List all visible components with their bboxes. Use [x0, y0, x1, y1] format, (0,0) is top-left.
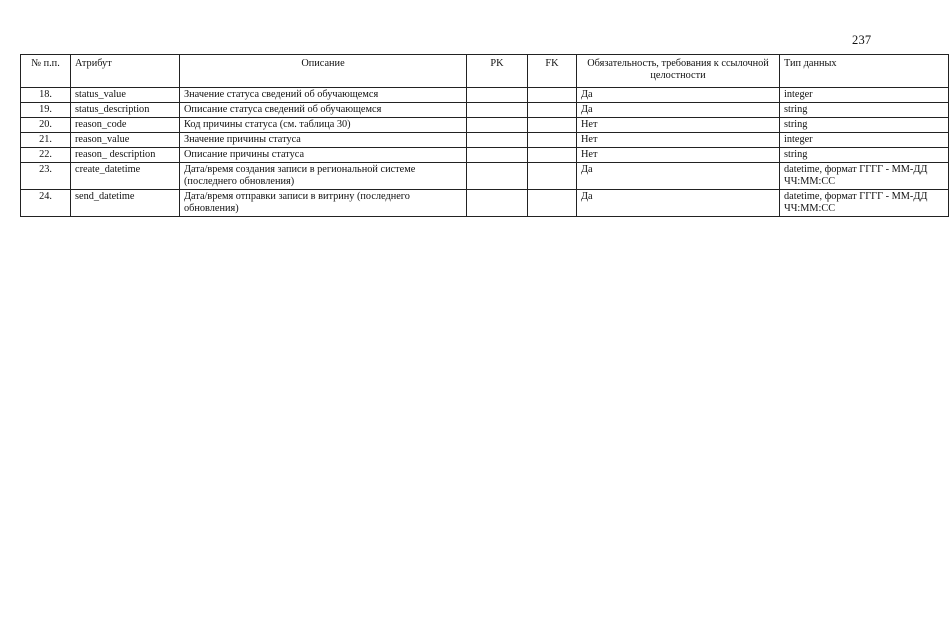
header-pk: PK	[467, 55, 528, 88]
cell-fk	[528, 103, 577, 118]
table-row	[21, 118, 949, 133]
cell-pk	[467, 163, 528, 190]
header-attribute: Атрибут	[71, 55, 180, 88]
cell-attribute: reason_ description	[71, 148, 180, 163]
cell-num: 20.	[21, 118, 71, 133]
cell-fk	[528, 133, 577, 148]
header-description: Описание	[180, 55, 467, 88]
cell-description: Дата/время отправки записи в витрину (последнего обновления)	[180, 190, 467, 217]
cell-pk	[467, 133, 528, 148]
attributes-table	[20, 54, 949, 217]
cell-num: 24.	[21, 190, 71, 217]
cell-description: Значение причины статуса	[180, 133, 467, 148]
cell-requirement: Нет	[577, 148, 780, 163]
cell-data-type: datetime, формат ГГГГ - ММ-ДД ЧЧ:ММ:СС	[780, 163, 949, 190]
table-row	[21, 190, 949, 217]
cell-data-type: integer	[780, 88, 949, 103]
page-number: 237	[852, 33, 872, 47]
cell-fk	[528, 88, 577, 103]
cell-num: 19.	[21, 103, 71, 118]
cell-data-type: integer	[780, 133, 949, 148]
cell-attribute: create_datetime	[71, 163, 180, 190]
cell-attribute: reason_value	[71, 133, 180, 148]
cell-pk	[467, 88, 528, 103]
cell-fk	[528, 190, 577, 217]
cell-requirement: Да	[577, 88, 780, 103]
cell-num: 21.	[21, 133, 71, 148]
cell-requirement: Да	[577, 103, 780, 118]
cell-pk	[467, 190, 528, 217]
cell-data-type: datetime, формат ГГГГ - ММ-ДД ЧЧ:ММ:СС	[780, 190, 949, 217]
cell-num: 22.	[21, 148, 71, 163]
table-body	[21, 88, 949, 217]
header-fk: FK	[528, 55, 577, 88]
cell-num: 18.	[21, 88, 71, 103]
cell-pk	[467, 148, 528, 163]
cell-pk	[467, 118, 528, 133]
cell-description: Значение статуса сведений об обучающемся	[180, 88, 467, 103]
cell-requirement: Нет	[577, 133, 780, 148]
cell-pk	[467, 103, 528, 118]
cell-requirement: Да	[577, 163, 780, 190]
cell-attribute: send_datetime	[71, 190, 180, 217]
table-row	[21, 133, 949, 148]
cell-attribute: status_value	[71, 88, 180, 103]
cell-data-type: string	[780, 118, 949, 133]
cell-num: 23.	[21, 163, 71, 190]
header-num: № п.п.	[21, 55, 71, 88]
cell-fk	[528, 163, 577, 190]
cell-fk	[528, 118, 577, 133]
cell-requirement: Нет	[577, 118, 780, 133]
cell-attribute: status_description	[71, 103, 180, 118]
cell-description: Дата/время создания записи в региональной системе (последнего обновления)	[180, 163, 467, 190]
table-row	[21, 88, 949, 103]
cell-description: Описание статуса сведений об обучающемся	[180, 103, 467, 118]
cell-description: Описание причины статуса	[180, 148, 467, 163]
cell-data-type: string	[780, 103, 949, 118]
table-row	[21, 163, 949, 190]
header-requirement: Обязательность, требования к ссылочной целостности	[577, 55, 780, 88]
header-data-type: Тип данных	[780, 55, 949, 88]
table-row	[21, 103, 949, 118]
cell-data-type: string	[780, 148, 949, 163]
cell-description: Код причины статуса (см. таблица 30)	[180, 118, 467, 133]
cell-requirement: Да	[577, 190, 780, 217]
cell-attribute: reason_code	[71, 118, 180, 133]
cell-fk	[528, 148, 577, 163]
table-header-row	[21, 55, 949, 88]
table-row	[21, 148, 949, 163]
